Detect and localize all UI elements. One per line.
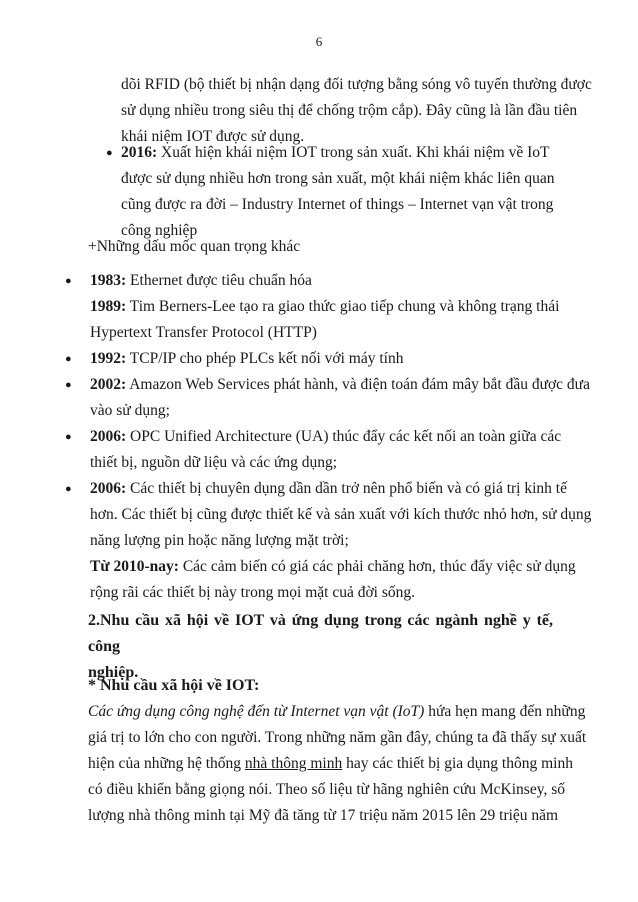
item-text: công nghiệp [121,222,198,239]
page-number: 6 [315,34,323,49]
smart-home-link[interactable]: nhà thông minh [244,755,343,772]
year-label: 2006: [90,480,127,497]
year-label: 2016: [121,144,158,161]
paragraph-text: lượng nhà thông minh tại Mỹ đã tăng từ 17 triệu năm 2015 lên 29 triệu năm [88,807,559,824]
bullet-icon: ● [65,379,72,391]
list-item-2006-opc [90,424,560,476]
list-item-1983 [90,268,560,346]
intro-line: khái niệm IOT được sử dụng. [121,128,305,145]
list-item-1992 [90,346,560,372]
item-text: Các cảm biến có giá các phải chăng hơn, thúc đẩy việc sử dụng [178,558,576,575]
bullet-icon: ● [65,275,72,287]
item-text: Xuất hiện khái niệm IOT trong sản xuất. Khi khái niệm về IoT [157,144,550,161]
item-text: Amazon Web Services phát hành, và điện toán đám mây bắt đầu được đưa [126,376,590,393]
paragraph-text: hứa hẹn mang đến những [424,703,586,720]
subheading: * Nhu cầu xã hội về IOT: [88,677,260,694]
item-text: được sử dụng nhiều hơn trong sản xuất, một khái niệm khác liên quan [121,170,555,187]
year-label: Từ 2010-nay: [90,558,179,575]
item-text: Hypertext Transfer Protocol (HTTP) [90,324,317,341]
bullet-icon: ● [106,147,113,159]
paragraph-text: có điều khiển bằng giọng nói. Theo số liệu từ hãng nghiên cứu McKinsey, số [88,781,565,798]
intro-block [121,72,592,150]
bullet-icon: ● [65,431,72,443]
intro-line: sử dụng nhiều trong siêu thị để chống trộm cắp). Đây cũng là lần đầu tiên [121,102,578,119]
item-text: OPC Unified Architecture (UA) thúc đẩy các kết nối an toàn giữa các [126,428,562,445]
list-item-2002 [90,372,590,424]
list-item-2016 [121,140,581,244]
item-text: Các thiết bị chuyên dụng dần dần trở nên phổ biến và có giá trị kinh tế [126,480,567,497]
item-text: TCP/IP cho phép PLCs kết nối với máy tính [126,350,404,367]
item-text: Tim Berners-Lee tạo ra giao thức giao tiếp chung và không trạng thái [126,298,560,315]
paragraph-text: hiện của những hệ thống [88,755,245,772]
item-text: năng lượng pin hoặc năng lượng mặt trời; [90,532,349,549]
section-heading-line: nghiệp. [88,664,139,681]
year-label: 1992: [90,350,127,367]
section-heading-line: 2.Nhu cầu xã hội về IOT và ứng dụng trong các ngành nghề y tế, công [88,612,553,655]
milestones-heading: +Những dấu mốc quan trọng khác [88,238,301,255]
item-text: Ethernet được tiêu chuẩn hóa [126,272,312,289]
item-text: cũng được ra đời – Industry Internet of things – Internet vạn vật trong [121,196,554,213]
italic-lead: Các ứng dụng công nghệ đến từ Internet vạn vật (IoT) [88,703,425,720]
year-label: 2002: [90,376,127,393]
item-text: thiết bị, nguồn dữ liệu và các ứng dụng; [90,454,338,471]
paragraph-text: giá trị to lớn cho con người. Trong những năm gần đây, chúng ta đã thấy sự xuất [88,729,587,746]
year-label: 1989: [90,298,127,315]
year-label: 1983: [90,272,127,289]
bullet-icon: ● [65,353,72,365]
item-text: hơn. Các thiết bị cũng được thiết kế và sản xuất với kích thước nhỏ hơn, sử dụng [90,506,592,523]
list-item-2006-devices [90,476,592,606]
item-text: vào sử dụng; [90,402,170,419]
bullet-icon: ● [65,483,72,495]
year-label: 2006: [90,428,127,445]
paragraph-text: hay các thiết bị gia dụng thông minh [342,755,573,772]
body-paragraph [88,699,587,829]
intro-line: dõi RFID (bộ thiết bị nhận dạng đối tượng bằng sóng vô tuyến thường được [121,76,592,93]
item-text: rộng rãi các thiết bị này trong mọi mặt cuả đời sống. [90,584,416,601]
